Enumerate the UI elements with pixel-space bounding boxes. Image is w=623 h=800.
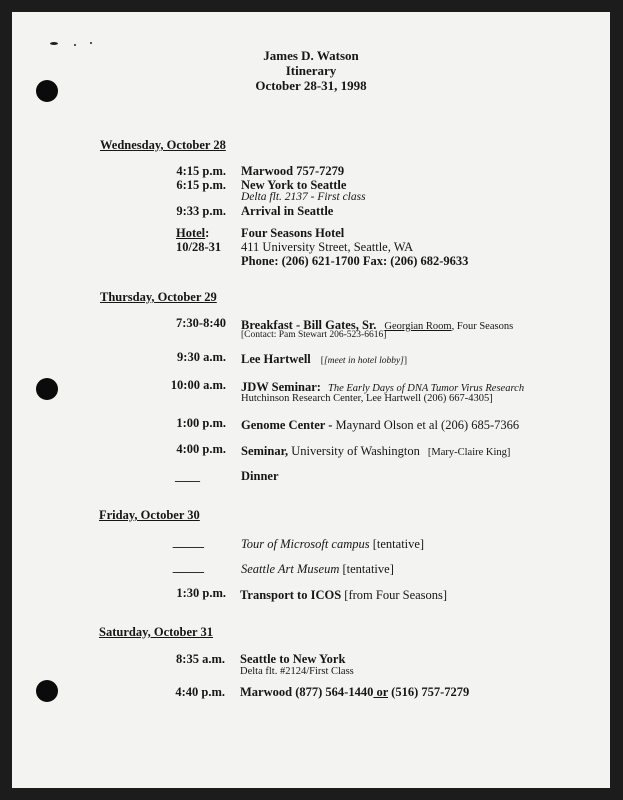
event-title-phone: Marwood (877) 564-1440 or (516) 757-7279 (240, 685, 470, 699)
hotel-name: Four Seasons Hotel (241, 226, 345, 240)
event-row (241, 350, 407, 368)
hotel-dates: 10/28-31 (176, 240, 222, 254)
event-title: Lee Hartwell (241, 352, 311, 366)
event-detail: Delta flt. #2124/First Class (240, 666, 354, 677)
hotel-label: Hotel: (176, 226, 210, 240)
event-note: [Mary-Claire King] (427, 447, 511, 458)
event-note: [tentative] (369, 537, 425, 551)
day-heading-saturday: Saturday, October 31 (99, 625, 214, 639)
event-room: Georgian Room (384, 321, 452, 332)
paper-speck (50, 42, 58, 45)
hotel-address: 411 University Street, Seattle, WA (241, 240, 414, 254)
event-title: Seattle to New York (240, 652, 346, 666)
punch-hole-bottom (36, 680, 58, 702)
event-title: Tour of Microsoft campus (241, 537, 370, 551)
day-heading-wednesday: Wednesday, October 28 (100, 138, 226, 152)
event-time: 4:40 p.m. (175, 685, 225, 699)
event-time: 4:15 p.m. (176, 164, 226, 178)
event-note: [from Four Seasons] (341, 588, 448, 602)
event-row (240, 586, 447, 604)
event-time: 9:33 p.m. (176, 204, 226, 218)
event-note-bracket: [[meet in hotel lobby]] (320, 356, 408, 366)
event-time-blank: _____ (172, 560, 204, 574)
title-dates: October 28-31, 1998 (255, 78, 367, 93)
hotel-phone: Phone: (206) 621-1700 Fax: (206) 682-9633 (241, 254, 469, 268)
event-row (241, 416, 519, 434)
event-detail: University of Washington (288, 444, 420, 458)
seminar-title: The Early Days of DNA Tumor Virus Research (327, 383, 525, 394)
event-place: , Four Seasons (451, 321, 514, 332)
event-title: JDW Seminar: (241, 380, 321, 394)
event-title: Breakfast - Bill Gates, Sr. (241, 318, 377, 332)
event-time: 9:30 a.m. (177, 350, 226, 364)
event-time: 6:15 p.m. (176, 178, 226, 192)
paper-speck (74, 44, 76, 46)
event-title: Seminar, (241, 444, 289, 458)
event-title: Seattle Art Museum (241, 562, 340, 576)
event-title: New York to Seattle (241, 178, 347, 192)
document-page (12, 12, 610, 788)
event-time: 1:00 p.m. (176, 416, 226, 430)
event-row (241, 442, 510, 460)
day-heading-thursday: Thursday, October 29 (100, 290, 217, 304)
event-detail: Hutchinson Research Center, Lee Hartwell (206) 667-4305] (241, 393, 493, 404)
event-title: Genome Center - (241, 418, 333, 432)
event-contact: [Contact: Pam Stewart 206-523-6616] (241, 330, 387, 340)
day-heading-friday: Friday, October 30 (99, 508, 200, 522)
event-note: [tentative] (339, 562, 394, 576)
event-title: Arrival in Seattle (241, 204, 334, 218)
event-time: 4:00 p.m. (176, 442, 226, 456)
event-detail: Maynard Olson et al (206) 685-7366 (332, 418, 520, 432)
event-time: 10:00 a.m. (170, 378, 226, 392)
paper-speck (90, 42, 92, 44)
event-row (241, 535, 424, 553)
title-name: James D. Watson (263, 48, 359, 63)
event-title: Transport to ICOS (240, 588, 342, 602)
event-title: Dinner (241, 469, 279, 483)
event-time-blank: ____ (175, 469, 200, 483)
punch-hole-middle (36, 378, 58, 400)
event-time: 8:35 a.m. (176, 652, 225, 666)
event-title: Marwood 757-7279 (241, 164, 345, 178)
event-detail: Delta flt. 2137 - First class (241, 191, 366, 203)
title-itinerary: Itinerary (285, 63, 337, 78)
event-time-blank: _____ (172, 535, 204, 549)
event-time: 7:30-8:40 (176, 316, 226, 330)
event-time: 1:30 p.m. (176, 586, 226, 600)
event-row (241, 560, 394, 578)
